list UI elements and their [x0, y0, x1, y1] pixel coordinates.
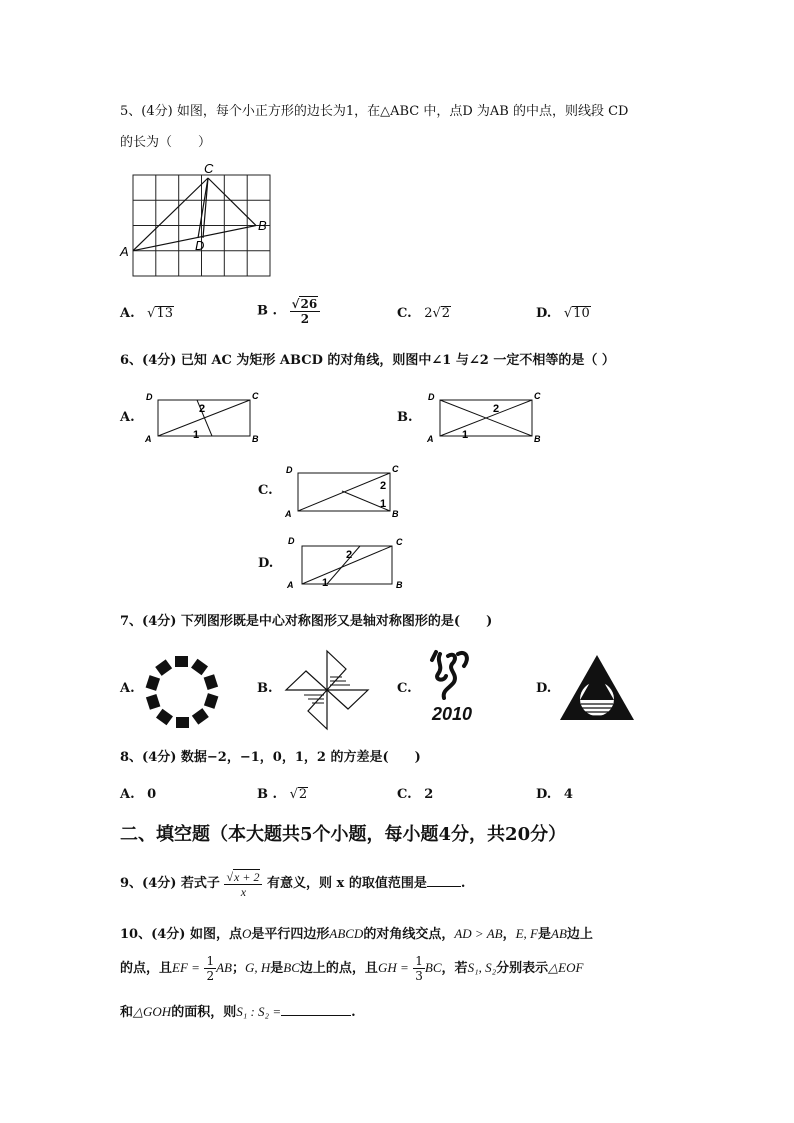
svg-text:C: C: [534, 391, 541, 401]
q5-option-a-value: 13: [156, 306, 173, 321]
q8-option-c[interactable]: C. 2: [397, 787, 434, 802]
svg-text:A: A: [427, 434, 434, 444]
svg-text:1: 1: [322, 577, 329, 589]
q5-option-b[interactable]: B . $\frac{√26}{2}$: [257, 296, 320, 326]
svg-text:B: B: [252, 434, 259, 444]
q7-option-b-letter[interactable]: B.: [257, 681, 273, 696]
svg-text:B: B: [396, 580, 403, 590]
q7-figure-b: [282, 647, 372, 733]
q5-grid-figure: [118, 160, 278, 280]
svg-text:C: C: [396, 537, 403, 547]
q5-label-b: B: [258, 218, 267, 233]
q5-option-d[interactable]: D. √10: [536, 306, 590, 321]
svg-text:C: C: [392, 464, 399, 474]
q8-option-a[interactable]: A. 0: [120, 787, 157, 802]
q5-option-d-value: 10: [573, 306, 590, 321]
q5-option-c[interactable]: C. 2√2: [397, 306, 451, 321]
q5-option-b-den: 2: [300, 312, 310, 326]
q6-figure-d: [282, 532, 407, 592]
q7-figure-a: [142, 652, 222, 732]
svg-text:1: 1: [380, 498, 387, 510]
svg-text:D: D: [146, 392, 153, 402]
svg-text:D: D: [288, 536, 295, 546]
svg-text:2: 2: [493, 403, 500, 415]
svg-text:A: A: [287, 580, 294, 590]
q7-option-d-letter[interactable]: D.: [536, 681, 552, 696]
svg-text:B: B: [392, 509, 399, 519]
svg-text:C: C: [252, 391, 259, 401]
q5-line2: 的长为（ ）: [120, 135, 212, 150]
q8-option-d[interactable]: D. 4: [536, 787, 573, 802]
q6-option-d-letter[interactable]: D.: [258, 556, 274, 571]
q5-option-a[interactable]: A. √13: [120, 306, 173, 321]
q7-text: 7、(4分) 下列图形既是中心对称图形又是轴对称图形的是( ): [120, 614, 493, 629]
svg-text:1: 1: [193, 429, 200, 441]
q7-c-glyph: 2010: [432, 704, 473, 724]
svg-text:D: D: [428, 392, 435, 402]
q5-option-c-value: 2: [441, 306, 451, 321]
q6-option-b-letter[interactable]: B.: [397, 410, 413, 425]
q8-text: 8、(4分) 数据−2，−1，0，1，2 的方差是( ): [120, 750, 421, 765]
svg-text:2: 2: [346, 549, 353, 561]
q10-answer-blank[interactable]: [281, 1001, 351, 1016]
q6-figure-c: [282, 461, 407, 521]
q7-figure-c: [424, 648, 494, 728]
q10-line1: 10、(4分) 如图，点O是平行四边形ABCD的对角线交点，AD > AB，E, F是AB边上: [120, 926, 593, 942]
svg-text:2: 2: [380, 480, 387, 492]
q9-line: 9、(4分) 若式子 $\frac{√x + 2}{x}$ 有意义，则 x 的取值范围是 .: [120, 869, 466, 899]
svg-text:2: 2: [199, 403, 206, 415]
q6-option-a-letter[interactable]: A.: [120, 410, 135, 425]
q5-option-b-num: 26: [300, 297, 318, 311]
q9-answer-blank[interactable]: [427, 872, 461, 887]
q7-option-c-letter[interactable]: C.: [397, 681, 412, 696]
q5-label-d: D: [195, 238, 205, 253]
q10-line3: 和△GOH的面积，则S₁ : S₂ = .: [120, 1001, 356, 1023]
q6-option-c-letter[interactable]: C.: [258, 483, 273, 498]
q5-line1: 5、(4分) 如图，每个小正方形的边长为1，在△ABC 中，点D 为AB 的中点，则线段 CD: [120, 104, 629, 119]
svg-text:D: D: [286, 465, 293, 475]
q5-label-c: C: [204, 161, 214, 176]
svg-text:B: B: [534, 434, 541, 444]
q7-option-a-letter[interactable]: A.: [120, 681, 135, 696]
svg-text:A: A: [285, 509, 292, 519]
q6-figure-b: [424, 388, 549, 446]
q5-label-a: A: [120, 244, 129, 259]
q9-fraction: $\frac{√x + 2}{x}$: [224, 869, 262, 899]
q6-figure-a: [142, 388, 267, 446]
svg-text:1: 1: [462, 429, 469, 441]
q5-option-c-coef: 2: [424, 306, 433, 321]
section-fill-in-title: 二、填空题（本大题共5个小题，每小题4分，共20分）: [120, 824, 567, 845]
svg-text:A: A: [145, 434, 152, 444]
q7-figure-d: [557, 652, 637, 724]
q10-line2: 的点，且EF = $\frac{1}{2}$ AB；G, H是BC边上的点，且GH = $\frac{1}{3}$ BC，若S₁, S₂分别表示△EOF: [120, 954, 584, 983]
q8-option-b[interactable]: B . √2: [257, 787, 308, 802]
q6-text: 6、(4分) 已知 AC 为矩形 ABCD 的对角线，则图中∠1 与∠2 一定不相等的是（ ）: [120, 353, 615, 368]
